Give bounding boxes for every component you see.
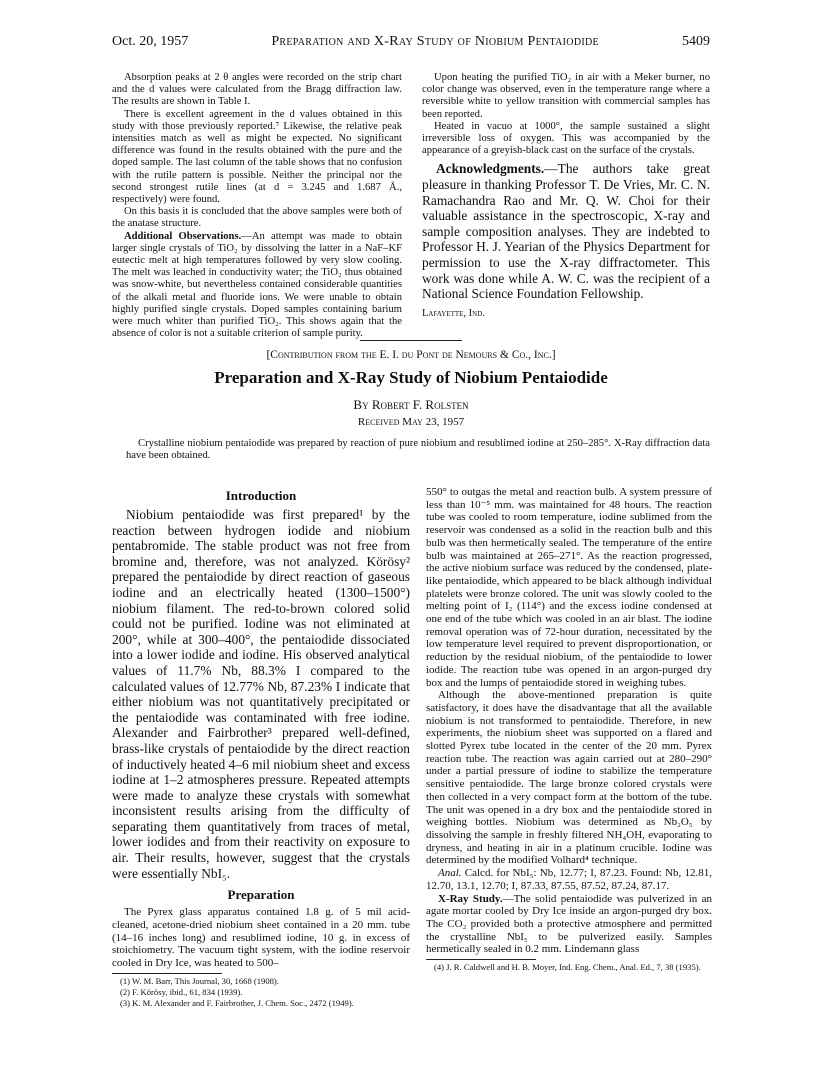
paragraph: 550° to outgas the metal and reaction bulb. A system pressure of less than 10⁻⁵ mm. was maintained for 48 hours. The reaction tube was cooled to room temperature, iodine sublimed from the reservoir was condensed as a solid in the reaction bulb and this bulb was then hermetically sealed. The temperature of the entire bulb was maintained at 265–271°. As the reaction progressed, the active niobium surface was reduced by the condensed, plate-like pentaiodide, which appeared to be black although individual platelets were bronze colored. The unit was slowly cooled to the melting point of I₂ (114°) and the excess iodine condensed at one end of the tube which was cooled in an air blast. The iodine removal operation was of 72-hour duration, necessitated by the low temperature level required to prevent disproportionation, or reduction by the residual niobium, of the pentaiodide to lower iodide. The reaction tube was opened in an argon-purged dry box and the lumps of pentaiodide stored in weighing tubes.	[426, 486, 712, 689]
footnote: (1) W. M. Barr, This Journal, 30, 1668 (1908).	[120, 975, 279, 986]
paragraph: The Pyrex glass apparatus contained 1.8 g. of 5 mil acid-cleaned, acetone-dried niobium sheet contained in a 20 mm. tube (14–16 inches long) and resublimed iodine, 10 g. in excess of stoichiometry. The vacuum tight system, with the iodine reservoir cooled in Dry Ice, was heated to 500–	[112, 906, 410, 970]
paragraph	[426, 867, 712, 892]
paragraph-text: —The solid pentaiodide was pulverized in an agate mortar cooled by Dry Ice inside an argon-purged dry box. The CO₂ provided both a protective atmosphere and permitted the crystalline NbI₅ to be pulverized easily. Samples hermetically sealed in 0.2 mm. Lindemann glass	[426, 892, 712, 956]
paragraph: Niobium pentaiodide was first prepared¹ by the reaction between hydrogen iodide and niobium pentabromide. The stable product was not free from bromine and, therefore, was not analyzed. Körösy² prepared the pentaiodide by direct reaction of gaseous iodine and an electrically heated (1300–1500°) niobium filament. The red-to-brown colored solid could not be purified. Iodine was not eliminated at 200°, while at 300–400°, the pentaiodide dissociated into a lower iodide and iodine. His observed analytical values of 11.7% Nb, 88.3% I compared to the calculated values of 12.77% Nb, 87.23% I indicate that either niobium was not quantitatively precipitated or the pentaiodide was contaminated with free iodine. Alexander and Fairbrother³ prepared well-defined, brass-like crystals of pentaiodide by the direct reaction of inductively heated 4–6 mil niobium sheet and excess iodine at 1–2 atmospheres pressure. Repeated attempts were made to analyze these crystals with somewhat inconsistent results arising from the difficulty of separating them quantitatively from traces of metal, lower iodides and from their reactivity on exposure to air. Their results, however, suggest that the crystals were essentially NbI₅.	[112, 507, 410, 881]
anal-label: Anal.	[438, 867, 462, 880]
paragraph	[426, 893, 712, 957]
paragraph: On this basis it is concluded that the above samples were both of the anatase structure.	[112, 206, 402, 230]
paragraph: Absorption peaks at 2 θ angles were recorded on the strip chart and the d values were calculated from the Bragg diffraction law. The results are shown in Table I.	[112, 72, 402, 108]
page-number: 5409	[682, 34, 710, 49]
affiliation-signature: Lafayette, Ind.	[422, 307, 485, 319]
top-right-column	[422, 72, 710, 329]
left-column	[112, 484, 410, 1009]
paragraph: Upon heating the purified TiO₂ in air with a Meker burner, no color change was observed, even in the temperature range where a reversible white to yellow transition with commercial samples has been reported.	[422, 72, 710, 120]
top-left-column	[112, 72, 402, 340]
section-heading: X-Ray Study.	[438, 892, 503, 905]
author-line: By Robert F. Rolsten	[353, 397, 469, 412]
footnote-divider	[426, 959, 536, 960]
contribution-line: [Contribution from the E. I. du Pont de Nemours & Co., Inc.]	[266, 349, 556, 361]
article-title: Preparation and X-Ray Study of Niobium Pentaiodide	[214, 368, 608, 387]
paragraph: Although the above-mentioned preparation is quite satisfactory, it does have the disadvantage that all the available niobium is not transformed to pentaiodide. Therefore, in new experiments, the niobium sheet was supported on a flared and slotted Pyrex tube located in the center of the 20 mm. Pyrex reaction tube. The reaction was again carried out at 280–290° under a partial pressure of iodine to stabilize the temperature sensitive pentaiodide. The large bronze colored crystals were then collected in a very compact form at the bottom of the tube. The unit was opened in a dry box and the pentaiodide stored in weighing bottles. Niobium was determined as Nb₂O₅ by dissolving the sample in freshly filtered NH₄OH, evaporating to dryness, and heating in air in a platinum crucible. Iodine was determined by the modified Volhard⁴ technique.	[426, 689, 712, 867]
section-heading: Additional Observations.	[124, 230, 242, 242]
header-date: Oct. 20, 1957	[112, 34, 189, 49]
running-header	[112, 34, 710, 56]
right-column	[426, 486, 712, 973]
paragraph-text: Calcd. for NbI₅: Nb, 12.77; I, 87.23. Found: Nb, 12.81, 12.70, 13.1, 12.70; I, 87.33, 87.55, 87.52, 87.24, 87.17.	[426, 867, 713, 892]
paragraph-text: —An attempt was made to obtain larger single crystals of TiO₂ by dissolving the latter in a NaF–KF eutectic melt at high temperatures followed by very slow cooling. The melt was leached in conductivity water; the TiO₂ thus obtained was snow-white, but nevertheless contained considerable quantities of the alkali metal and fluoride ions. We were unable to obtain highly purified single crystals. Doped samples containing barium were much whiter than purified TiO₂. This shows again that the absence of color is not a suitable criterion of sample purity.	[112, 230, 402, 340]
footnote-divider	[112, 973, 222, 974]
section-heading: Acknowledgments.	[436, 161, 545, 177]
header-title: Preparation and X-Ray Study of Niobium Pentaiodide	[271, 34, 599, 49]
paragraph	[422, 161, 710, 301]
footnote: (2) F. Körösy, ibid., 61, 834 (1939).	[120, 986, 243, 997]
paragraph: There is excellent agreement in the d values obtained in this study with those previously reported.⁷ Likewise, the relative peak intensities match as well as might be expected. No significant difference was found in the results obtained with the pure and the doped sample. The last column of the table shows that no confusion with the rutile pattern is possible. Neither the principal nor the second strongest rutile lines (at d = 3.245 and 1.687 Å., respectively) were found.	[112, 108, 402, 206]
paragraph	[112, 231, 402, 341]
divider	[360, 340, 462, 341]
section-heading: Introduction	[225, 488, 297, 503]
paragraph: Heated in vacuo at 1000°, the sample sustained a slight irreversible loss of oxygen. This was accompanied by the appearance of a greyish-black cast on the surface of the crystals.	[422, 120, 710, 157]
section-heading: Preparation	[227, 887, 295, 903]
footnote: (4) J. R. Caldwell and H. B. Moyer, Ind. Eng. Chem., Anal. Ed., 7, 38 (1935).	[434, 962, 701, 973]
received-date: Received May 23, 1957	[357, 416, 465, 428]
footnote: (3) K. M. Alexander and F. Fairbrother, J. Chem. Soc., 2472 (1949).	[120, 997, 354, 1008]
paragraph-text: —The authors take great pleasure in thanking Professor T. De Vries, Mr. C. N. Ramachandra Rao and Mr. Q. W. Choi for their valuable assistance in the spectroscopic, X-ray and sample composition analyses. They are indebted to Professor H. J. Yearian of the Physics Department for permission to use the X-ray diffractometer. This work was done while A. W. C. was the recipient of a National Science Foundation Fellowship.	[422, 161, 710, 302]
abstract: Crystalline niobium pentaiodide was prepared by reaction of pure niobium and resublimed iodine at 250–285°. X-Ray diffraction data have been obtained.	[126, 438, 710, 462]
